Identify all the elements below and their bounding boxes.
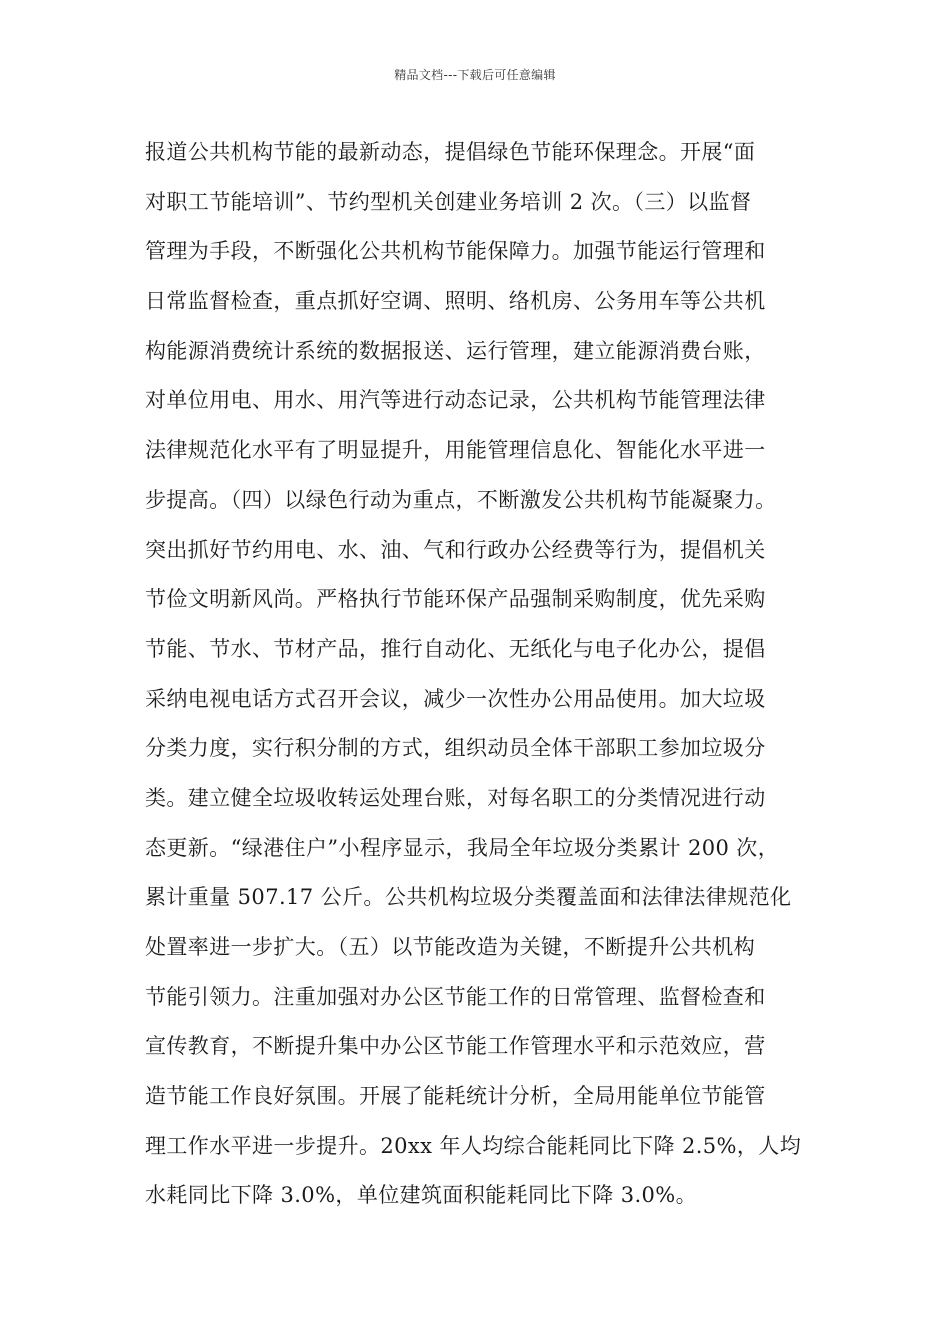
- page-header: 精品文档---下载后可任意编辑: [394, 68, 556, 82]
- text-line: 对职工节能培训”、节约型机关创建业务培训 2 次。（三）以监督: [145, 189, 752, 214]
- text-line: 步提高。（四）以绿色行动为重点，不断激发公共机构节能凝聚力。: [145, 487, 777, 512]
- text-line: 水耗同比下降 3.0%，单位建筑面积能耗同比下降 3.0%。: [145, 1183, 698, 1208]
- text-line: 累计重量 507.17 公斤。公共机构垃圾分类覆盖面和法律法律规范化: [145, 885, 792, 910]
- text-line: 类。建立健全垃圾收转运处理台账，对每名职工的分类情况进行动: [145, 785, 766, 810]
- text-line: 构能源消费统计系统的数据报送、运行管理，建立能源消费台账，: [145, 338, 766, 363]
- text-line: 报道公共机构节能的最新动态，提倡绿色节能环保理念。开展“面: [145, 140, 756, 164]
- text-line: 法律规范化水平有了明显提升，用能管理信息化、智能化水平进一: [145, 438, 766, 463]
- text-line: 宣传教育，不断提升集中办公区节能工作管理水平和示范效应，营: [145, 1034, 766, 1059]
- text-line: 分类力度，实行积分制的方式，组织动员全体干部职工参加垃圾分: [145, 736, 766, 761]
- text-line: 突出抓好节约用电、水、油、气和行政办公经费等行为，提倡机关: [145, 537, 766, 562]
- text-line: 理工作水平进一步提升。20xx 年人均综合能耗同比下降 2.5%，人均: [145, 1133, 802, 1158]
- text-line: 造节能工作良好氛围。开展了能耗统计分析，全局用能单位节能管: [145, 1084, 766, 1109]
- text-line: 日常监督检查，重点抓好空调、照明、络机房、公务用车等公共机: [145, 289, 766, 314]
- text-line: 采纳电视电话方式召开会议，减少一次性办公用品使用。加大垃圾: [145, 686, 766, 711]
- text-line: 节能、节水、节材产品，推行自动化、无纸化与电子化办公，提倡: [145, 636, 766, 661]
- text-line: 管理为手段，不断强化公共机构节能保障力。加强节能运行管理和: [145, 239, 766, 264]
- text-line: 处置率进一步扩大。（五）以节能改造为关键，不断提升公共机构: [145, 935, 756, 959]
- body-paragraph: [145, 132, 825, 1225]
- text-line: 节俭文明新风尚。严格执行节能环保产品强制采购制度，优先采购: [145, 587, 766, 612]
- text-line: 节能引领力。注重加强对办公区节能工作的日常管理、监督检查和: [145, 984, 766, 1009]
- text-line: 对单位用电、用水、用汽等进行动态记录，公共机构节能管理法律: [145, 388, 766, 413]
- text-line: 态更新。“绿港住户”小程序显示，我局全年垃圾分类累计 200 次，: [145, 835, 780, 860]
